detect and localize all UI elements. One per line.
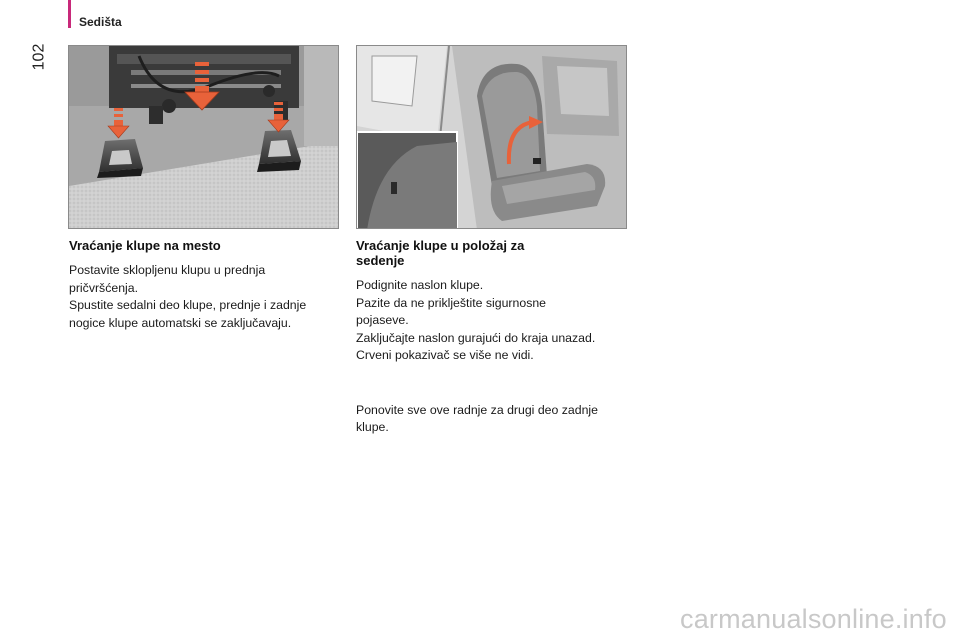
right-note	[356, 402, 628, 437]
right-paragraph	[356, 277, 628, 365]
watermark: carmanualsonline.info	[680, 604, 947, 634]
page-number	[24, 42, 54, 72]
right-line-3: pojaseve.	[356, 313, 409, 327]
left-line-1: Postavite sklopljenu klupu u prednja	[69, 263, 266, 277]
left-paragraph	[69, 262, 341, 332]
right-line-4: Zaključajte naslon gurajući do kraja unazad.	[356, 330, 596, 345]
left-text-column	[69, 238, 341, 332]
page-number-text: 102	[29, 43, 47, 71]
seat-anchor-svg	[69, 46, 339, 229]
right-line-5: Crveni pokazivač se više ne vidi.	[356, 348, 534, 362]
right-line-2: Pazite da ne priklještite sigurnosne	[356, 295, 547, 310]
bench-backrest-svg	[357, 46, 627, 229]
section-accent-bar	[68, 0, 71, 28]
right-heading-line-2: sedenje	[356, 253, 405, 268]
right-note-line-2: klupe.	[356, 420, 389, 434]
seat-anchor-illustration	[68, 45, 339, 229]
bench-backrest-illustration	[356, 45, 627, 229]
right-heading-line-1: Vraćanje klupe u položaj za	[356, 238, 525, 253]
left-line-3: Spustite sedalni deo klupe, prednje i zadnje	[69, 298, 307, 312]
right-line-1: Podignite naslon klupe.	[356, 278, 484, 292]
left-heading: Vraćanje klupe na mesto	[69, 238, 221, 253]
right-heading	[356, 238, 628, 268]
right-text-column	[356, 238, 628, 437]
right-note-line-1: Ponovite sve ove radnje za drugi deo zadnje	[356, 402, 598, 417]
left-line-2: pričvršćenja.	[69, 280, 139, 295]
section-title: Sedišta	[79, 15, 122, 29]
left-line-4: nogice klupe automatski se zaključavaju.	[69, 315, 292, 330]
